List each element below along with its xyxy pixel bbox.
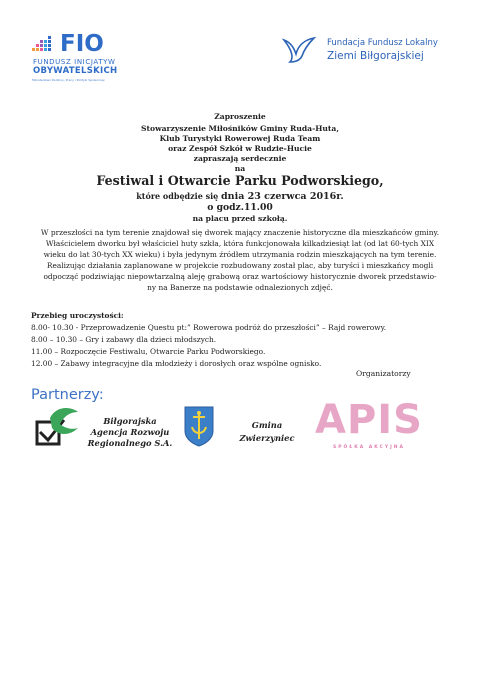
- program-item: 8.00- 10.30 - Przeprowadzenie Questu pt:” Rowerowa podróż do przeszłości” – Rajd rowerowy.: [31, 323, 387, 332]
- gmina-name-line: Gmina: [251, 420, 283, 430]
- festival-title: Festiwal i Otwarcie Parku Podworskiego,: [96, 173, 384, 188]
- paragraph-line: odpocząć podziwiając niepowtarzalną aleję grabową oraz wartościowy historycznie dworek przedstawio-: [43, 272, 437, 281]
- organizers-label: Organizatorzy: [356, 369, 411, 378]
- festival-date: [0, 191, 480, 202]
- invitation-line: Stowarzyszenie Miłośników Gminy Ruda-Huta,: [141, 124, 339, 133]
- invitation-title: Zaproszenie: [214, 112, 266, 121]
- program-item: 8.00 – 10.30 – Gry i zabawy dla dzieci młodszych.: [31, 335, 217, 344]
- invitation-line: oraz Zespół Szkół w Rudzie-Hucie: [168, 144, 312, 153]
- festival-date-value: dnia 23 czerwca 2016r.: [221, 191, 344, 202]
- festival-date-prefix: które odbędzie się: [136, 191, 219, 201]
- gmina-name-line: Zwierzyniec: [239, 433, 295, 443]
- fundacja-logo-line1: Fundacja Fundusz Lokalny: [327, 38, 438, 48]
- fio-logo-dots: [32, 36, 56, 52]
- barr-name-line: Agencja Rozwoju: [90, 427, 170, 437]
- program-title: Przebieg uroczystości:: [31, 311, 124, 320]
- zwierzyniec-crest-icon: [183, 405, 215, 447]
- barr-name-line: Biłgorajska: [103, 416, 157, 426]
- barr-logo-icon: [34, 404, 82, 449]
- paragraph-line: ny na Banerze na podstawie odnalezionych zdjęć.: [147, 283, 333, 292]
- fio-logo-sub2: OBYWATELSKICH: [33, 66, 118, 76]
- fio-logo-sub1: FUNDUSZ INICJATYW: [33, 58, 116, 66]
- partners-title: Partnerzy:: [31, 387, 104, 403]
- apis-logo-subtitle: SPÓŁKA AKCYJNA: [332, 445, 406, 450]
- program-item: 11.00 – Rozpoczęcie Festiwalu, Otwarcie Parku Podworskiego.: [31, 347, 266, 356]
- fio-logo-ministry: Ministerstwo Rodziny, Pracy i Polityki Społecznej: [32, 78, 105, 82]
- program-item: 12.00 – Zabawy integracyjne dla młodzieży i dorosłych oraz wspólne ognisko.: [31, 359, 322, 368]
- fundacja-logo-line2: Ziemi Biłgorajskiej: [327, 50, 424, 62]
- festival-place: na placu przed szkołą.: [192, 214, 288, 223]
- fio-logo-text: FIO: [60, 31, 104, 57]
- paragraph-line: wieku do lat 30-tych XX wieku) i była jedynym źródłem utrzymania rodzin mieszkających na tym terenie.: [43, 250, 437, 259]
- festival-time: o godz.11.00: [207, 202, 273, 213]
- apis-logo-text: APIS: [315, 397, 423, 443]
- paragraph-line: Realizując działania zaplanowane w projekcie rozbudowany został plac, aby turyści i mieszkańcy mogli: [46, 261, 434, 270]
- barr-name-line: Regionalnego S.A.: [87, 438, 173, 448]
- dove-logo-icon: [280, 34, 318, 66]
- invitation-line: na: [234, 164, 246, 173]
- invitation-line: Klub Turystyki Rowerowej Ruda Team: [159, 134, 321, 143]
- paragraph-line: W przeszłości na tym terenie znajdował się dworek mający znaczenie historyczne dla mieszkańców gminy.: [40, 228, 440, 237]
- invitation-line: zapraszają serdecznie: [193, 154, 287, 163]
- paragraph-line: Właścicielem dworku był właściciel huty szkła, która funkcjonowała kilkadziesiąt lat (od lat 60-tych XIX: [45, 239, 435, 248]
